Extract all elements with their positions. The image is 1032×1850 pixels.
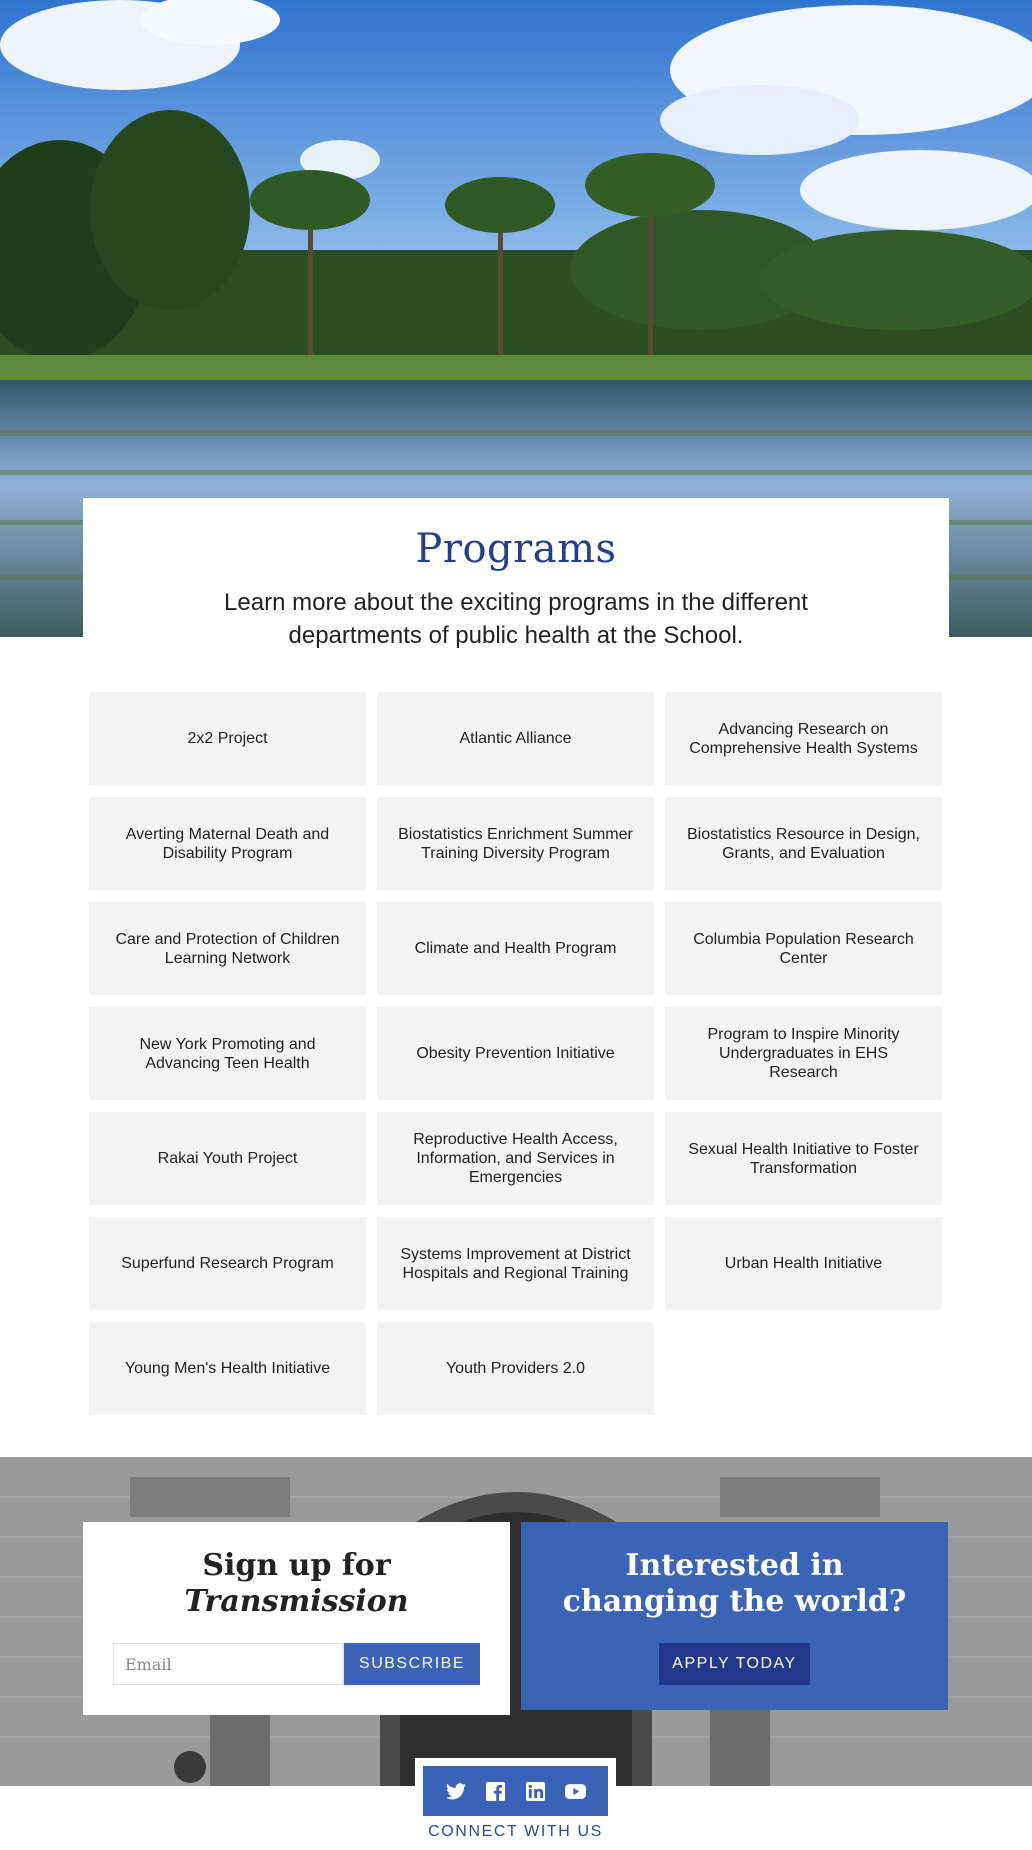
program-tile[interactable]: Biostatistics Enrichment Summer Training Diversity Program bbox=[377, 797, 654, 890]
apply-today-button[interactable]: APPLY TODAY bbox=[659, 1643, 810, 1685]
subscribe-button[interactable]: SUBSCRIBE bbox=[344, 1643, 480, 1685]
program-grid bbox=[89, 692, 942, 1415]
program-tile[interactable]: Youth Providers 2.0 bbox=[377, 1322, 654, 1415]
programs-header bbox=[83, 498, 949, 658]
signup-title-line1: Sign up for bbox=[202, 1548, 391, 1583]
social-links bbox=[423, 1766, 608, 1816]
signup-title bbox=[83, 1548, 510, 1620]
program-tile[interactable]: New York Promoting and Advancing Teen Health bbox=[89, 1007, 366, 1100]
program-tile[interactable]: Sexual Health Initiative to Foster Transformation bbox=[665, 1112, 942, 1205]
program-tile[interactable]: Obesity Prevention Initiative bbox=[377, 1007, 654, 1100]
page-title: Programs bbox=[415, 526, 617, 572]
page-subtitle: Learn more about the exciting programs in the different departments of public health at the School. bbox=[224, 589, 808, 649]
connect-with-us-label: CONNECT WITH US bbox=[428, 1823, 603, 1840]
program-tile[interactable]: Young Men's Health Initiative bbox=[89, 1322, 366, 1415]
signup-form bbox=[113, 1643, 480, 1685]
program-tile[interactable]: Systems Improvement at District Hospitals and Regional Training bbox=[377, 1217, 654, 1310]
program-tile[interactable]: Biostatistics Resource in Design, Grants, and Evaluation bbox=[665, 797, 942, 890]
program-tile[interactable]: Reproductive Health Access, Information, and Services in Emergencies bbox=[377, 1112, 654, 1205]
twitter-icon[interactable] bbox=[445, 1781, 466, 1802]
program-tile[interactable]: Climate and Health Program bbox=[377, 902, 654, 995]
apply-title: Interested in changing the world? bbox=[562, 1548, 907, 1619]
program-tile[interactable]: Advancing Research on Comprehensive Health Systems bbox=[665, 692, 942, 785]
apply-card bbox=[521, 1522, 948, 1710]
program-tile[interactable]: 2x2 Project bbox=[89, 692, 366, 785]
newsletter-signup-card bbox=[83, 1522, 510, 1715]
program-tile[interactable]: Averting Maternal Death and Disability Program bbox=[89, 797, 366, 890]
program-tile[interactable]: Program to Inspire Minority Undergraduates in EHS Research bbox=[665, 1007, 942, 1100]
program-tile[interactable]: Urban Health Initiative bbox=[665, 1217, 942, 1310]
program-tile[interactable]: Care and Protection of Children Learning Network bbox=[89, 902, 366, 995]
facebook-icon[interactable] bbox=[485, 1781, 506, 1802]
program-tile[interactable]: Rakai Youth Project bbox=[89, 1112, 366, 1205]
program-tile[interactable]: Columbia Population Research Center bbox=[665, 902, 942, 995]
program-tile[interactable]: Atlantic Alliance bbox=[377, 692, 654, 785]
youtube-icon[interactable] bbox=[565, 1781, 586, 1802]
program-tile[interactable]: Superfund Research Program bbox=[89, 1217, 366, 1310]
signup-title-line2: Transmission bbox=[184, 1584, 409, 1619]
email-field[interactable] bbox=[113, 1643, 344, 1685]
linkedin-icon[interactable] bbox=[525, 1781, 546, 1802]
